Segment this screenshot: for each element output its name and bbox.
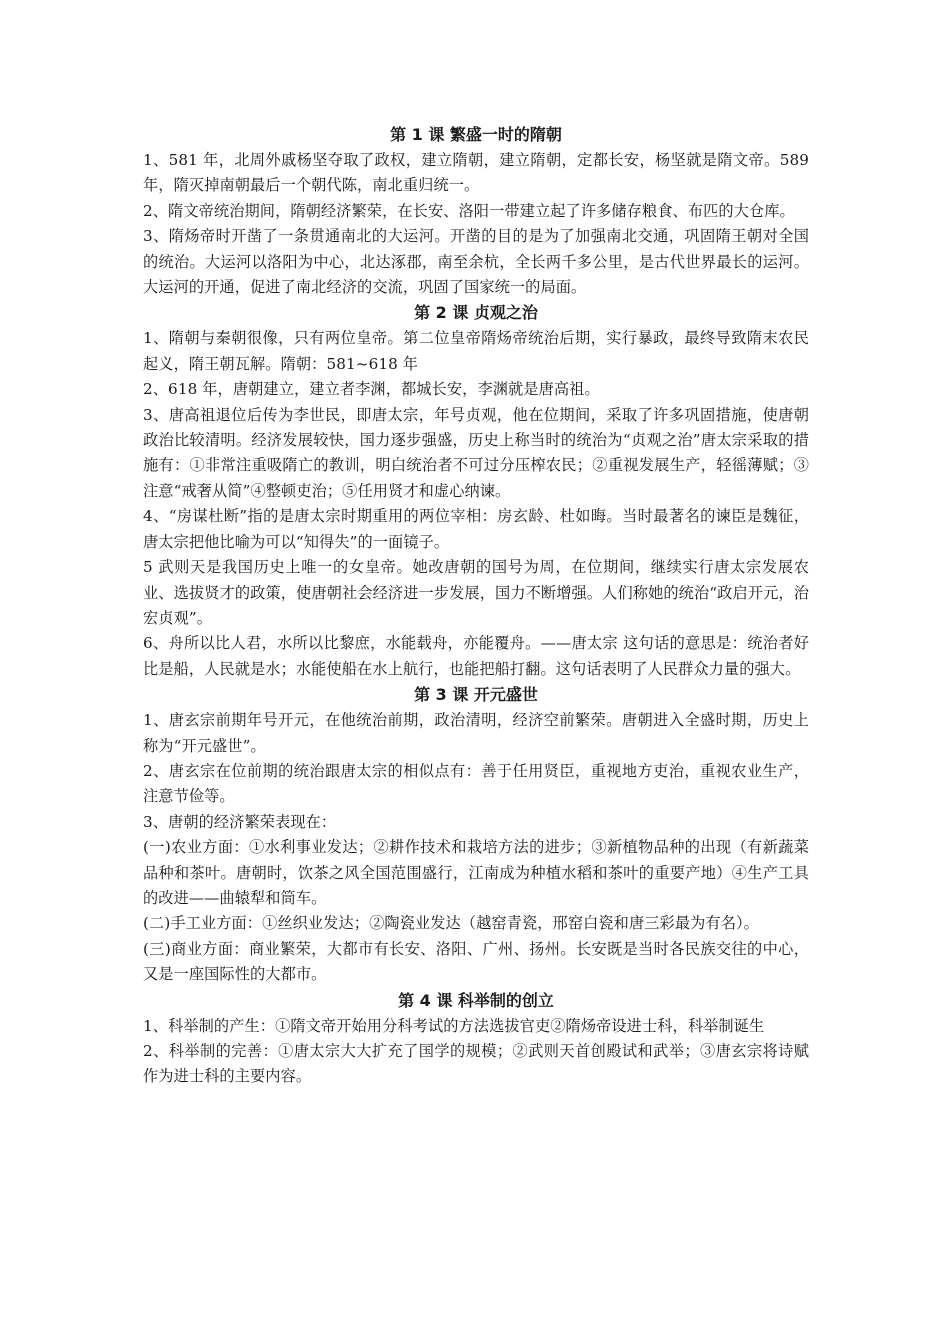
lesson-2-paragraph-5: 5 武则天是我国历史上唯一的女皇帝。她改唐朝的国号为周，在位期间，继续实行唐太宗发展农业、选拔贤才的政策，使唐朝社会经济进一步发展，国力不断增强。人们称她的统治“政启开元，治宏贞观”。 — [143, 558, 809, 627]
lesson-3-paragraph-3: 3、唐朝的经济繁荣表现在： — [143, 812, 337, 831]
lesson-2-paragraph-3: 3、唐高祖退位后传为李世民，即唐太宗，年号贞观，他在位期间，采取了许多巩固措施，使唐朝政治比较清明。经济发展较快，国力逐步强盛，历史上称当时的统治为“贞观之治”唐太宗采取的措施有：①非常注重吸隋亡的教训，明白统治者不可过分压榨农民；②重视发展生产，轻徭薄赋；③注意“戒奢从简”④整顿吏治；⑤任用贤才和虚心纳谏。 — [143, 405, 809, 500]
document-page — [143, 122, 809, 1090]
lesson-2-paragraph-6: 6、舟所以比人君，水所以比黎庶，水能载舟，亦能覆舟。——唐太宗 这句话的意思是：统治者好比是船，人民就是水；水能使船在水上航行，也能把船打翻。这句话表明了人民群众力量的强大。 — [143, 634, 809, 678]
lesson-2 — [143, 300, 809, 682]
lesson-4-paragraph-2: 2、科举制的完善：①唐太宗大大扩充了国学的规模；②武则天首创殿试和武举；③唐玄宗将诗赋作为进士科的主要内容。 — [143, 1042, 809, 1086]
lesson-2-paragraph-1: 1、隋朝与秦朝很像，只有两位皇帝。第二位皇帝隋炀帝统治后期，实行暴政，最终导致隋末农民起义，隋王朝瓦解。隋朝：581~618 年 — [143, 329, 809, 373]
lesson-2-paragraph-4: 4、“房谋杜断”指的是唐太宗时期重用的两位宰相：房玄龄、杜如晦。当时最著名的谏臣是魏征，唐太宗把他比喻为可以“知得失”的一面镜子。 — [143, 507, 809, 551]
lesson-4-title: 第 4 课 科举制的创立 — [398, 990, 554, 1010]
lesson-1-paragraph-1: 1、581 年，北周外戚杨坚夺取了政权，建立隋朝，建立隋朝，定都长安，杨坚就是隋文帝。589 年，隋灭掉南朝最后一个朝代陈，南北重归统一。 — [143, 151, 809, 195]
lesson-3-paragraph-4: (一)农业方面：①水利事业发达；②耕作技术和栽培方法的进步；③新植物品种的出现（有新蔬菜品种和茶叶。唐朝时，饮茶之风全国范围盛行，江南成为种植水稻和茶叶的重要产地）④生产工具的改进——曲辕犁和筒车。 — [143, 838, 809, 907]
lesson-2-paragraph-2: 2、618 年，唐朝建立，建立者李渊，都城长安，李渊就是唐高祖。 — [143, 380, 600, 399]
lesson-3-title: 第 3 课 开元盛世 — [414, 685, 538, 705]
lesson-2-title: 第 2 课 贞观之治 — [414, 303, 538, 323]
lesson-4 — [143, 988, 809, 1090]
lesson-1-title: 第 1 课 繁盛一时的隋朝 — [390, 125, 562, 144]
lesson-4-paragraph-1: 1、科举制的产生：①隋文帝开始用分科考试的方法选拔官吏②隋炀帝设进士科，科举制诞生 — [143, 1016, 765, 1035]
lesson-3-paragraph-1: 1、唐玄宗前期年号开元，在他统治前期，政治清明，经济空前繁荣。唐朝进入全盛时期，历史上称为“开元盛世”。 — [143, 711, 809, 755]
lesson-1-paragraph-3: 3、隋炀帝时开凿了一条贯通南北的大运河。开凿的目的是为了加强南北交通，巩固隋王朝对全国的统治。大运河以洛阳为中心，北达涿郡，南至余杭，全长两千多公里，是古代世界最长的运河。大运河的开通，促进了南北经济的交流，巩固了国家统一的局面。 — [143, 227, 809, 297]
lesson-1 — [143, 122, 809, 300]
lesson-3-paragraph-2: 2、唐玄宗在位前期的统治跟唐太宗的相似点有：善于任用贤臣，重视地方吏治，重视农业生产，注意节俭等。 — [143, 761, 809, 806]
lesson-3-paragraph-5: (二)手工业方面：①丝织业发达；②陶瓷业发达（越窑青瓷，邢窑白瓷和唐三彩最为有名）。 — [143, 914, 759, 933]
lesson-1-paragraph-2: 2、隋文帝统治期间，隋朝经济繁荣，在长安、洛阳一带建立起了许多储存粮食、布匹的大仓库。 — [143, 201, 795, 220]
lesson-3 — [143, 682, 809, 987]
lesson-3-paragraph-6: (三)商业方面：商业繁荣，大都市有长安、洛阳、广州、扬州。长安既是当时各民族交往的中心，又是一座国际性的大都市。 — [143, 939, 809, 984]
